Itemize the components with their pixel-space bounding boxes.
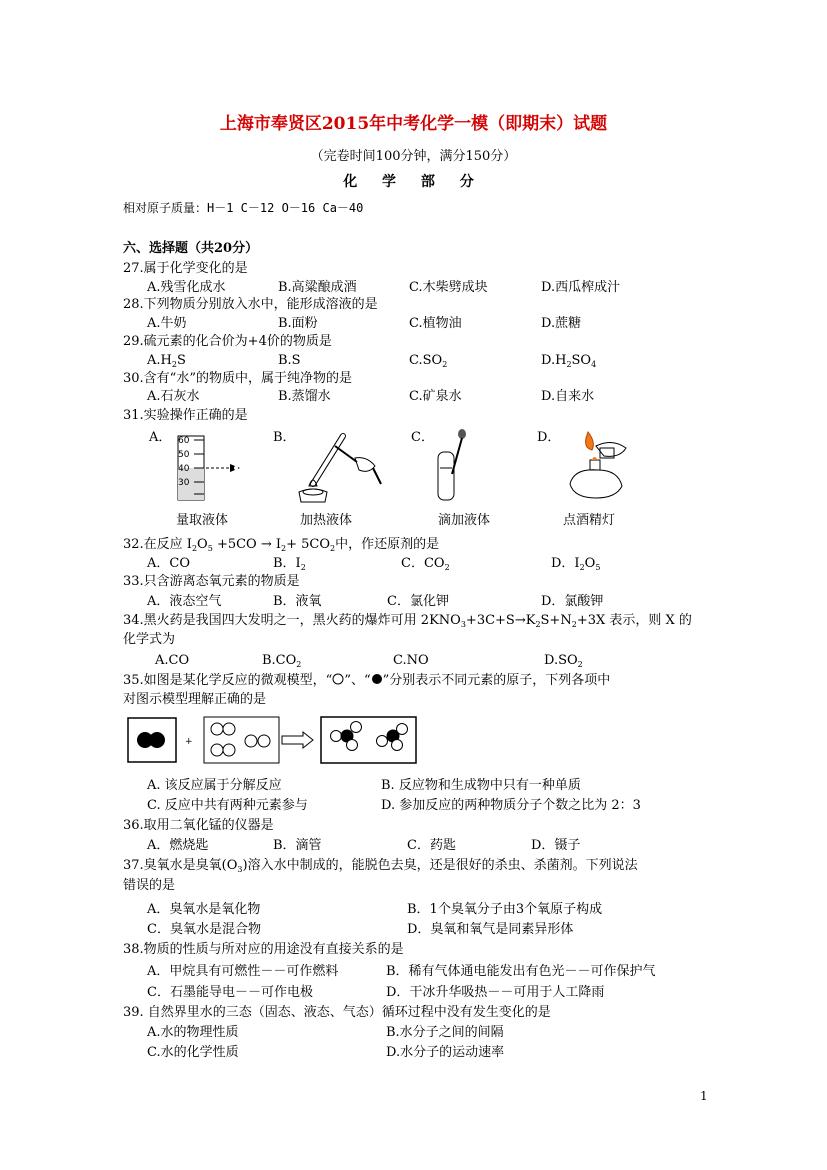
q37-option-b: B．1个臭氧分子由3个氧原子构成 xyxy=(407,902,603,917)
q32-option-a: A．CO xyxy=(147,556,190,571)
white-atom-icon xyxy=(332,673,344,685)
q37-option-c: C．臭氧水是混合物 xyxy=(147,922,261,937)
q38-stem: 38.物质的性质与所对应的用途没有直接关系的是 xyxy=(123,942,404,957)
q32-option-c: C．$CO_2$ xyxy=(401,556,450,572)
q30-stem: 30.含有“水”的物质中，属于纯净物的是 xyxy=(123,371,352,386)
atomic-mass-line: 相对原子质量：H－1 C－12 O－16 Ca－40 xyxy=(123,201,364,215)
q35-stem: 35.如图是某化学反应的微观模型，“ ”、“ ”分别表示不同元素的原子，下列各项中 xyxy=(123,673,611,688)
q34-stem: 34.黑火药是我国四大发明之一，黑火药的爆炸可用 $2KNO_3+3C+S\to K_2S+N_2+3X$ 表示，则 X 的 xyxy=(123,613,692,629)
q34-stem-line2: 化学式为 xyxy=(123,632,176,647)
q32-stem: 32.在反应 $I_2O_5 +5CO \to I_2+ 5CO_2$中，作还原剂的是 xyxy=(123,537,440,553)
q30-option-c: C.矿泉水 xyxy=(409,389,462,404)
q34-option-d: $D.SO_2$ xyxy=(544,653,583,669)
q31-label-d: D． xyxy=(537,430,561,445)
q35-stem-line2: 对图示模型理解正确的是 xyxy=(123,692,267,707)
q34-option-c: C.NO xyxy=(393,653,429,668)
q33-option-a: A．液态空气 xyxy=(147,594,222,609)
q31-label-a: A． xyxy=(149,430,172,445)
section-heading: 化 学 部 分 xyxy=(343,174,484,190)
q36-option-d: D．镊子 xyxy=(531,838,581,853)
plus-sign: + xyxy=(185,737,193,747)
q37-option-a: A．臭氧水是氧化物 xyxy=(147,902,261,917)
q39-option-c: C.水的化学性质 xyxy=(147,1045,239,1060)
q27-option-d: D.西瓜榨成汁 xyxy=(541,280,621,295)
q30-option-d: D.自来水 xyxy=(541,389,595,404)
q31-label-b: B． xyxy=(273,430,296,445)
q38-option-d: D．干冰升华吸热－－可用于人工降雨 xyxy=(386,985,605,1000)
page-title: 上海市奉贤区2015年中考化学一模（即期末）试题 xyxy=(219,114,608,134)
exam-duration: （完卷时间100分钟，满分150分） xyxy=(310,149,517,164)
q38-option-c: C．石墨能导电－－可作电极 xyxy=(147,985,313,1000)
q31-caption-a: 量取液体 xyxy=(176,513,229,528)
q37-stem: 37.臭氧水是臭氧$(O_3)$溶入水中制成的，能脱色去臭，还是很好的杀虫、杀菌剂。下列说法 xyxy=(123,858,638,874)
q39-option-a: A.水的物理性质 xyxy=(147,1025,239,1040)
q36-option-c: C．药匙 xyxy=(407,838,456,853)
q39-option-d: D.水分子的运动速率 xyxy=(386,1045,505,1060)
q29-option-a: $A.H_2S$ xyxy=(147,353,186,369)
q38-option-a: A．甲烷具有可燃性－－可作燃料 xyxy=(147,964,339,979)
q35-option-a: A. 该反应属于分解反应 xyxy=(147,778,282,793)
q32-option-b: B．$I_2$ xyxy=(273,556,306,572)
q39-option-b: B.水分子之间的间隔 xyxy=(386,1025,504,1040)
q35-option-c: C. 反应中共有两种元素参与 xyxy=(147,798,308,813)
q28-option-c: C.植物油 xyxy=(409,316,462,331)
q29-option-d: $D.H_2SO_4$ xyxy=(541,353,597,369)
q33-option-c: C．氯化钾 xyxy=(387,594,449,609)
cylinder-tick-30: 30 xyxy=(178,478,190,488)
q31-label-c: C． xyxy=(411,430,434,445)
q35-option-d: D. 参加反应的两种物质分子个数之比为 2：3 xyxy=(381,798,641,813)
cylinder-tick-50: 50 xyxy=(178,450,190,460)
q28-option-d: D.蔗糖 xyxy=(541,316,582,331)
q27-option-a: A.残雪化成水 xyxy=(147,280,226,295)
q37-option-d: D．臭氧和氧气是同素异形体 xyxy=(407,922,574,937)
q31-stem: 31.实验操作正确的是 xyxy=(123,408,248,423)
q33-option-d: D．氯酸钾 xyxy=(541,594,604,609)
q34-option-a: A.CO xyxy=(155,653,190,668)
q38-option-b: B．稀有气体通电能发出有色光－－可作保护气 xyxy=(386,964,656,979)
test-tube-heating-figure xyxy=(295,428,385,506)
q34-option-b: $B.CO_2$ xyxy=(262,653,302,669)
q28-stem: 28.下列物质分别放入水中，能形成溶液的是 xyxy=(123,297,378,312)
q29-option-c: $C.SO_2$ xyxy=(409,353,448,369)
q27-option-b: B.高粱酿成酒 xyxy=(278,280,357,295)
q28-option-a: A.牛奶 xyxy=(147,316,187,331)
q28-option-b: B.面粉 xyxy=(278,316,318,331)
q36-stem: 36.取用二氧化锰的仪器是 xyxy=(123,818,274,833)
q36-option-b: B．滴管 xyxy=(273,838,322,853)
page-number: 1 xyxy=(700,1089,708,1103)
q33-stem: 33.只含游离态氧元素的物质是 xyxy=(123,574,300,589)
part-heading: 六、选择题（共20分） xyxy=(123,241,259,256)
molecular-model-figure xyxy=(125,714,425,766)
q30-option-a: A.石灰水 xyxy=(147,389,200,404)
dropper-figure xyxy=(430,428,480,504)
q30-option-b: B.蒸馏水 xyxy=(278,389,331,404)
q29-option-b: B.S xyxy=(278,353,301,368)
q29-stem: 29.硫元素的化合价为+4价的物质是 xyxy=(123,334,332,349)
q39-stem: 39. 自然界里水的三态（固态、液态、气态）循环过程中没有发生变化的是 xyxy=(123,1005,551,1020)
q32-option-d: D．$I_2O_5$ xyxy=(551,556,601,572)
q36-option-a: A．燃烧匙 xyxy=(147,838,209,853)
black-atom-icon xyxy=(371,673,383,685)
cylinder-tick-60: 60 xyxy=(178,436,190,446)
q27-stem: 27.属于化学变化的是 xyxy=(123,261,248,276)
cylinder-tick-40: 40 xyxy=(178,464,190,474)
q31-caption-d: 点酒精灯 xyxy=(563,513,616,528)
q31-caption-b: 加热液体 xyxy=(300,513,353,528)
q31-caption-c: 滴加液体 xyxy=(438,513,491,528)
q33-option-b: B．液氧 xyxy=(273,594,322,609)
q27-option-c: C.木柴劈成块 xyxy=(409,280,488,295)
q35-option-b: B. 反应物和生成物中只有一种单质 xyxy=(381,778,581,793)
alcohol-lamp-figure xyxy=(560,428,640,506)
q37-stem-line2: 错误的是 xyxy=(123,878,176,893)
